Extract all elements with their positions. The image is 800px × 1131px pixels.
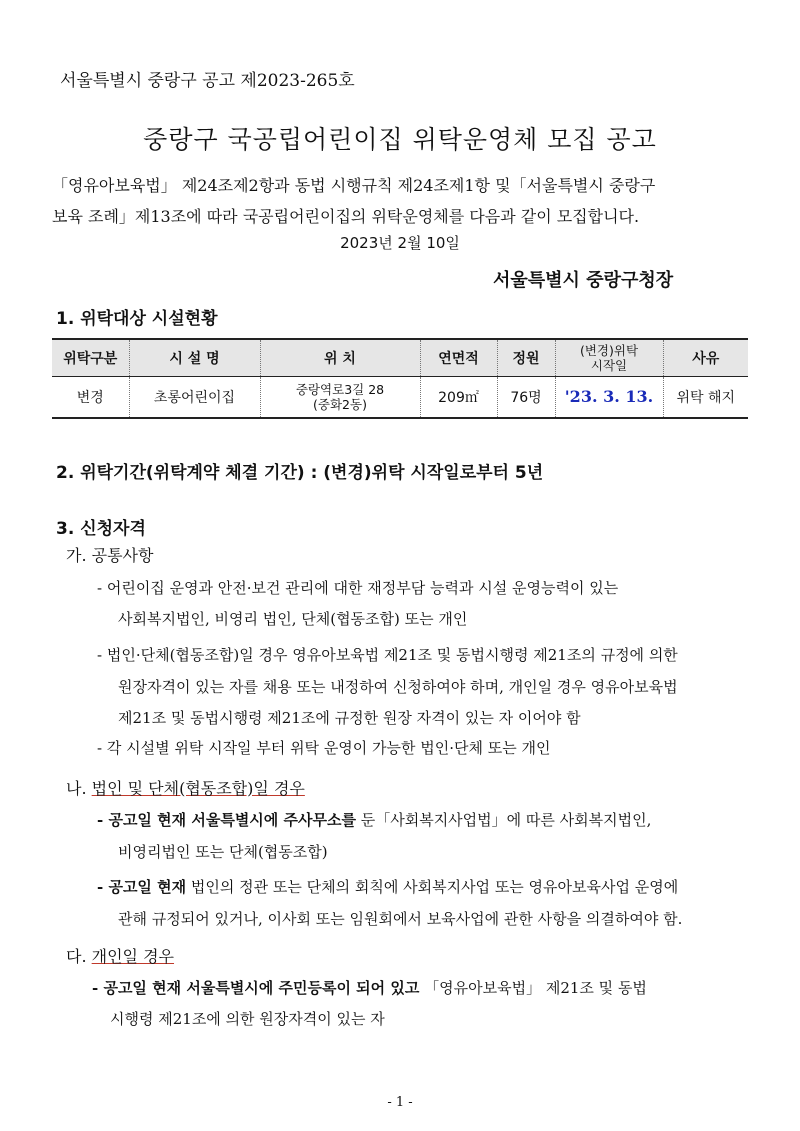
issuer: 서울특별시 중랑구청장 (493, 270, 674, 291)
section2-heading: 2. 위탁기간(위탁계약 체결 기간) : (변경)위탁 시작일로부터 5년 (56, 463, 544, 483)
cell-category: 변경 (76, 389, 104, 406)
col-reason: 사유 (663, 339, 748, 376)
col-capacity: 정원 (497, 339, 555, 376)
b-item-2 (97, 876, 678, 897)
col-name: 시 설 명 (129, 339, 260, 376)
col-start-date-line1: (변경)위탁 (579, 342, 639, 358)
table-header-row (52, 339, 748, 376)
col-start-date (555, 339, 663, 376)
col-category: 위탁구분 (63, 350, 118, 367)
c-item-1 (92, 977, 647, 998)
b-item-1-rest: 둔「사회복지사업법」에 따른 사회복지법인, (355, 811, 652, 829)
subsection-c-label: 개인일 경우 (91, 947, 175, 966)
cell-location-line2: (중화2동) (313, 396, 367, 412)
document-title: 중랑구 국공립어린이집 위탁운영체 모집 공고 (143, 125, 657, 154)
cell-location (260, 376, 420, 418)
b-item-1-cont: 비영리법인 또는 단체(협동조합) (118, 843, 328, 861)
intro-line-1: 「영유아보육법」 제24조제2항과 동법 시행규칙 제24조제1항 및「서울특별시 중랑구 (52, 176, 656, 195)
col-start-date-line2: 시작일 (590, 357, 628, 373)
a-item-2-cont2: 제21조 및 동법시행령 제21조에 규정한 원장 자격이 있는 자 이어야 함 (118, 709, 581, 727)
page-number: - 1 - (387, 1095, 413, 1110)
b-item-2-cont: 관해 규정되어 있거나, 이사회 또는 임원회에서 보육사업에 관한 사항을 의결하여야 함. (118, 910, 683, 928)
a-item-3: - 각 시설별 위탁 시작일 부터 위탁 운영이 가능한 법인·단체 또는 개인 (97, 739, 551, 757)
cell-area: 209㎡ (420, 376, 497, 418)
b-item-1-bold: - 공고일 현재 서울특별시에 주사무소를 (97, 811, 356, 829)
c-item-1-bold: - 공고일 현재 서울특별시에 주민등록이 되어 있고 (92, 979, 420, 997)
subsection-b-label: 법인 및 단체(협동조합)일 경우 (91, 779, 305, 798)
facility-table (52, 338, 748, 419)
col-location: 위 치 (260, 339, 420, 376)
cell-name: 초롱어린이집 (129, 376, 260, 418)
a-item-2-cont1: 원장자격이 있는 자를 채용 또는 내정하여 신청하여야 하며, 개인일 경우 영유아보육법 (118, 678, 678, 696)
c-item-1-rest: 「영유아보육법」 제21조 및 동법 (419, 979, 647, 997)
subsection-a-title: 가. 공통사항 (66, 546, 154, 565)
col-area: 연면적 (420, 339, 497, 376)
section1-heading: 1. 위탁대상 시설현황 (56, 309, 218, 329)
subsection-b-title (66, 776, 305, 799)
cell-reason: 위탁 해지 (663, 376, 748, 418)
cell-location-line1: 중랑역로3길 28 (295, 381, 385, 397)
b-item-2-bold: - 공고일 현재 (97, 878, 187, 896)
c-item-1-cont: 시행령 제21조에 의한 원장자격이 있는 자 (110, 1010, 385, 1028)
section3-heading: 3. 신청자격 (56, 519, 146, 539)
a-item-2: - 법인·단체(협동조합)일 경우 영유아보육법 제21조 및 동법시행령 제21조의 규정에 의한 (97, 646, 678, 664)
cell-start-date: '23. 3. 13. (555, 376, 663, 418)
b-item-2-rest: 법인의 정관 또는 단체의 회칙에 사회복지사업 또는 영유아보육사업 운영에 (186, 878, 679, 896)
a-item-1: - 어린이집 운영과 안전·보건 관리에 대한 재정부담 능력과 시설 운영능력이 있는 (97, 579, 619, 597)
subsection-c-prefix: 다. (66, 947, 87, 966)
table-row (52, 376, 748, 418)
a-item-1-cont: 사회복지법인, 비영리 법인, 단체(협동조합) 또는 개인 (118, 610, 468, 628)
notice-date: 2023년 2월 10일 (340, 234, 460, 252)
subsection-c-title (66, 944, 174, 967)
notice-number: 서울특별시 중랑구 공고 제2023-265호 (60, 71, 355, 91)
b-item-1 (97, 809, 651, 830)
cell-capacity: 76명 (497, 376, 555, 418)
intro-line-2: 보육 조례」제13조에 따라 국공립어린이집의 위탁운영체를 다음과 같이 모집합니다. (52, 207, 640, 226)
subsection-b-prefix: 나. (66, 779, 87, 798)
